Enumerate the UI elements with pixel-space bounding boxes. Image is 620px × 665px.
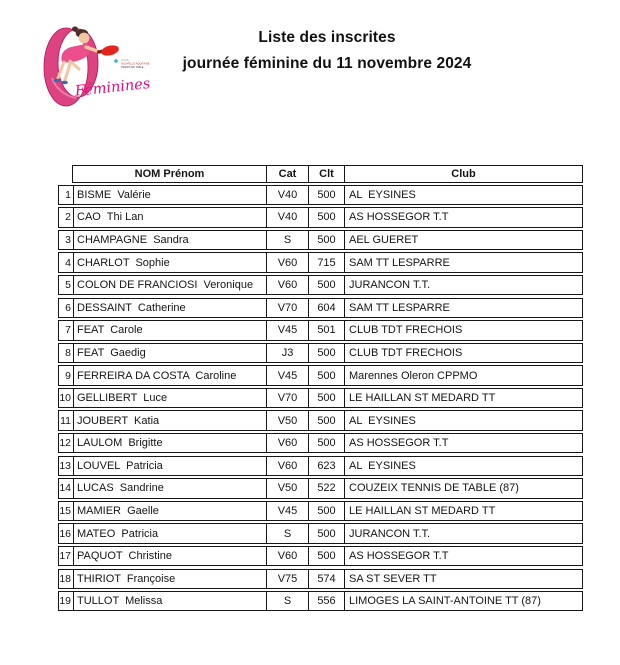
title-line-1: Liste des inscrites	[258, 29, 396, 46]
cell-club: AEL GUERET	[344, 231, 582, 249]
cell-club: SAM TT LESPARRE	[344, 299, 582, 317]
cell-club: AS HOSSEGOR T.T	[344, 208, 582, 226]
shoe-right	[61, 81, 68, 85]
cell-name: MATEO Patricia	[73, 524, 266, 542]
cell-clt: 501	[308, 321, 344, 339]
cell-name: FERREIRA DA COSTA Caroline	[73, 366, 266, 384]
table-row	[58, 320, 583, 340]
cell-name: THIRIOT Françoise	[73, 570, 266, 588]
row-number: 15	[59, 504, 71, 517]
cell-cat: V40	[266, 186, 308, 204]
cell-clt: 500	[308, 186, 344, 204]
cell-cat: S	[266, 231, 308, 249]
cell-name: FEAT Gaedig	[73, 344, 266, 362]
cell-cat: S	[266, 592, 308, 610]
table-row	[58, 501, 583, 521]
cell-name: LAULOM Brigitte	[73, 434, 266, 452]
row-number: 6	[65, 301, 71, 314]
logo-script-text: Féminines	[74, 75, 152, 100]
cell-clt: 623	[308, 457, 344, 475]
row-number: 19	[59, 595, 71, 608]
table-row	[58, 569, 583, 589]
cell-name: CAO Thi Lan	[73, 208, 266, 226]
row-number: 17	[59, 550, 71, 563]
cell-clt: 500	[308, 502, 344, 520]
logo-org-line-2: NOUVELLE-AQUITAINE	[121, 62, 150, 66]
row-number: 16	[59, 527, 71, 540]
cell-cat: S	[266, 524, 308, 542]
table-row	[58, 343, 583, 363]
header-nom-prenom: NOM Prénom	[134, 167, 205, 180]
cell-cat: V70	[266, 299, 308, 317]
cell-clt: 500	[308, 276, 344, 294]
cell-club: AL EYSINES	[344, 186, 582, 204]
cell-cat: V50	[266, 479, 308, 497]
cell-name: LUCAS Sandrine	[73, 479, 266, 497]
logo-org-line-1: LIGUE	[121, 59, 129, 62]
row-number: 13	[59, 459, 71, 472]
table-rows	[58, 185, 583, 612]
row-number: 14	[59, 482, 71, 495]
row-number: 7	[65, 324, 71, 337]
table-header-row	[72, 165, 583, 183]
row-number: 8	[65, 346, 71, 359]
table-row	[58, 523, 583, 543]
cell-club: AL EYSINES	[344, 457, 582, 475]
cell-cat: V50	[266, 411, 308, 429]
cell-name: TULLOT Melissa	[73, 592, 266, 610]
cell-cat: V60	[266, 547, 308, 565]
cell-club: JURANCON T.T.	[344, 524, 582, 542]
cell-name: COLON DE FRANCIOSI Veronique	[73, 276, 266, 294]
cell-clt: 604	[308, 299, 344, 317]
cell-name: BISME Valérie	[73, 186, 266, 204]
cell-clt: 500	[308, 411, 344, 429]
cell-cat: V60	[266, 457, 308, 475]
table-row	[58, 185, 583, 205]
cell-clt: 556	[308, 592, 344, 610]
header-cat: Cat	[266, 166, 308, 182]
cell-cat: V45	[266, 502, 308, 520]
table-row	[58, 275, 583, 295]
cell-clt: 500	[308, 366, 344, 384]
cell-name: LOUVEL Patricia	[73, 457, 266, 475]
cell-club: AL EYSINES	[344, 411, 582, 429]
table-row	[58, 365, 583, 385]
cell-club: SA ST SEVER TT	[344, 570, 582, 588]
cell-club: CLUB TDT FRECHOIS	[344, 321, 582, 339]
table-row	[58, 230, 583, 250]
cell-cat: V60	[266, 434, 308, 452]
cell-cat: J3	[266, 344, 308, 362]
row-number: 3	[65, 234, 71, 247]
cell-clt: 500	[308, 231, 344, 249]
table-row	[58, 410, 583, 430]
cell-club: LE HAILLAN ST MEDARD TT	[344, 502, 582, 520]
table-row	[58, 546, 583, 566]
table-row	[58, 456, 583, 476]
row-number: 4	[65, 256, 71, 269]
cell-clt: 522	[308, 479, 344, 497]
cell-name: FEAT Carole	[73, 321, 266, 339]
row-number: 5	[65, 279, 71, 292]
cell-club: AS HOSSEGOR T.T	[344, 434, 582, 452]
inscrites-table	[58, 165, 583, 611]
cell-club: JURANCON T.T.	[344, 276, 582, 294]
table-row	[58, 207, 583, 227]
table-row	[58, 252, 583, 272]
table-row	[58, 478, 583, 498]
cell-name: PAQUOT Christine	[73, 547, 266, 565]
cell-cat: V40	[266, 208, 308, 226]
cell-cat: V70	[266, 389, 308, 407]
row-number: 1	[65, 188, 71, 201]
logo-org-line-3: TENNIS DE TABLE	[121, 65, 144, 69]
shoe-left	[54, 79, 61, 83]
cell-clt: 500	[308, 524, 344, 542]
cell-clt: 500	[308, 547, 344, 565]
table-row	[58, 388, 583, 408]
cell-clt: 574	[308, 570, 344, 588]
cell-club: COUZEIX TENNIS DE TABLE (87)	[344, 479, 582, 497]
cell-name: JOUBERT Katia	[73, 411, 266, 429]
cell-club: SAM TT LESPARRE	[344, 253, 582, 271]
table-row	[58, 298, 583, 318]
cell-name: CHARLOT Sophie	[73, 253, 266, 271]
cell-clt: 500	[308, 344, 344, 362]
table-row	[58, 591, 583, 611]
cell-club: Marennes Oleron CPPMO	[344, 366, 582, 384]
row-number: 18	[59, 572, 71, 585]
row-number: 10	[59, 392, 71, 405]
row-number: 12	[59, 437, 71, 450]
cell-clt: 715	[308, 253, 344, 271]
row-number: 2	[65, 211, 71, 224]
cell-cat: V60	[266, 276, 308, 294]
title-line-2: journée féminine du 11 novembre 2024	[182, 55, 472, 72]
cell-name: MAMIER Gaelle	[73, 502, 266, 520]
header-club: Club	[344, 166, 582, 182]
cell-name: GELLIBERT Luce	[73, 389, 266, 407]
cell-clt: 500	[308, 208, 344, 226]
row-number: 9	[65, 369, 71, 382]
page-title	[35, 25, 619, 77]
cell-clt: 500	[308, 434, 344, 452]
cell-cat: V45	[266, 321, 308, 339]
cell-name: DESSAINT Catherine	[73, 299, 266, 317]
cell-club: LIMOGES LA SAINT-ANTOINE TT (87)	[344, 592, 582, 610]
cell-cat: V45	[266, 366, 308, 384]
table-row	[58, 433, 583, 453]
header-clt: Clt	[308, 166, 344, 182]
cell-club: LE HAILLAN ST MEDARD TT	[344, 389, 582, 407]
cell-club: CLUB TDT FRECHOIS	[344, 344, 582, 362]
cell-name: CHAMPAGNE Sandra	[73, 231, 266, 249]
cell-club: AS HOSSEGOR T.T	[344, 547, 582, 565]
row-number: 11	[60, 414, 71, 427]
cell-cat: V60	[266, 253, 308, 271]
cell-cat: V75	[266, 570, 308, 588]
cell-clt: 500	[308, 389, 344, 407]
